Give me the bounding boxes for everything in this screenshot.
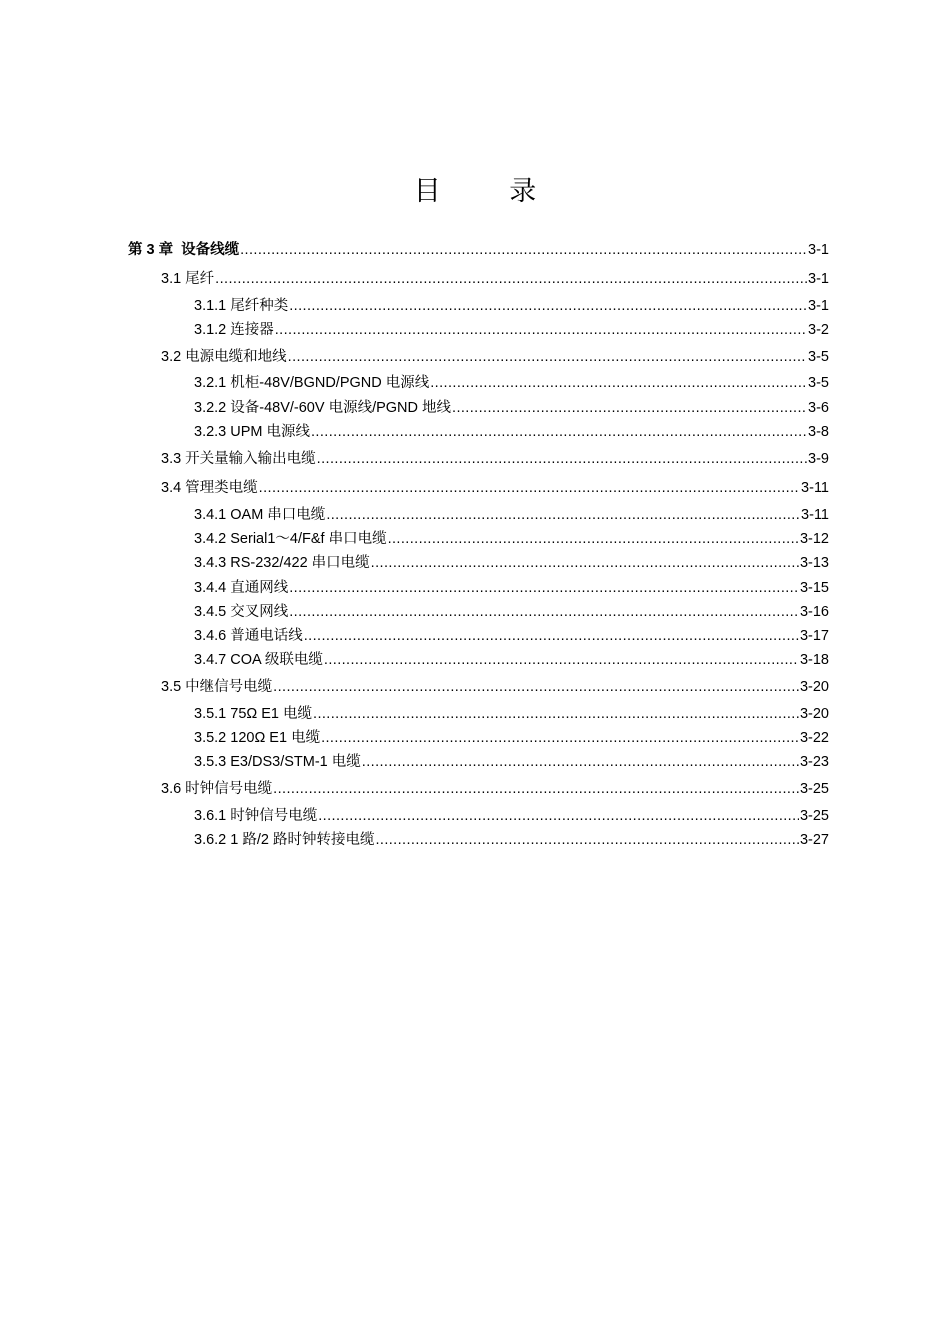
toc-entry[interactable] — [161, 269, 829, 289]
toc-entry-title — [194, 398, 451, 418]
toc-entry-page-number: 3-12 — [799, 531, 829, 547]
toc-entry[interactable] — [194, 602, 829, 622]
dot-leader — [317, 449, 807, 469]
toc-entry-number: 3.4.4 — [194, 580, 227, 596]
toc-entry-page-number: 3-20 — [799, 679, 829, 695]
toc-entry-number: 3.2.1 — [194, 375, 227, 391]
toc-entry-title — [161, 449, 316, 469]
toc-entry-title — [128, 240, 239, 260]
toc-entry[interactable] — [161, 779, 829, 799]
toc-entry-page-number: 3-5 — [808, 375, 829, 391]
toc-entry-label: 交叉网线 — [230, 604, 289, 620]
toc-entry-number: 3.4.3 — [194, 555, 227, 571]
toc-entry-page-number: 3-17 — [799, 628, 829, 644]
dot-leader — [289, 578, 799, 598]
toc-entry-number: 3.4.7 — [194, 652, 227, 668]
toc-entry-page-number: 3-13 — [799, 555, 829, 571]
toc-entry-label: 1 路/2 路时钟转接电缆 — [230, 832, 375, 848]
toc-entry-page-number: 3-22 — [799, 730, 829, 746]
toc-entry-label: 尾纤 — [185, 271, 215, 287]
dot-leader — [289, 296, 807, 316]
toc-entry-page-number: 3-15 — [799, 580, 829, 596]
toc-entry-label: 连接器 — [230, 322, 274, 338]
toc-entry-title — [194, 650, 323, 670]
toc-entry-number: 3.4 — [161, 480, 182, 496]
dot-leader — [240, 240, 807, 260]
dot-leader — [452, 398, 807, 418]
toc-entry-number: 3.4.2 — [194, 531, 227, 547]
toc-entry-label: 尾纤种类 — [230, 298, 289, 314]
toc-entry-page-number: 3-6 — [808, 400, 829, 416]
dot-leader — [215, 269, 807, 289]
toc-entry[interactable] — [194, 830, 829, 850]
dot-leader — [430, 373, 807, 393]
toc-entry[interactable] — [194, 373, 829, 393]
toc-entry[interactable] — [161, 677, 829, 697]
toc-entry[interactable] — [194, 553, 829, 573]
toc-entry-label: E3/DS3/STM-1 电缆 — [230, 754, 361, 770]
toc-entry-label: COA 级联电缆 — [230, 652, 323, 668]
toc-entry-title — [161, 779, 272, 799]
page-title: 目 录 — [413, 176, 567, 207]
toc-entry-page-number: 3-11 — [801, 507, 829, 523]
toc-entry-number: 3.6.2 — [194, 832, 227, 848]
toc-entry-title — [194, 752, 361, 772]
toc-entry-page-number: 3-11 — [801, 480, 829, 496]
toc-entry-label: 中继信号电缆 — [185, 679, 273, 695]
dot-leader — [324, 650, 799, 670]
toc-entry-number: 3.6 — [161, 781, 182, 797]
toc-entry-page-number: 3-27 — [799, 832, 829, 848]
toc-entry-number: 3.2 — [161, 349, 182, 365]
toc-entry-page-number: 3-20 — [799, 706, 829, 722]
toc-entry[interactable] — [194, 505, 829, 525]
toc-entry-page-number: 3-9 — [808, 451, 829, 467]
toc-entry[interactable] — [161, 347, 829, 367]
toc-entry[interactable] — [194, 728, 829, 748]
toc-entry-title — [194, 578, 288, 598]
toc-entry-title — [194, 602, 288, 622]
toc-entry-title — [194, 806, 317, 826]
dot-leader — [273, 779, 799, 799]
toc-entry-title — [194, 626, 303, 646]
toc-entry-page-number: 3-2 — [808, 322, 829, 338]
toc-entry-page-number: 3-16 — [799, 604, 829, 620]
toc-entry-title — [194, 830, 374, 850]
toc-entry-number: 3.2.3 — [194, 424, 227, 440]
toc-entry-number: 3.5 — [161, 679, 182, 695]
dot-leader — [388, 529, 799, 549]
toc-entry-number: 3.4.5 — [194, 604, 227, 620]
toc-entry-page-number: 3-18 — [799, 652, 829, 668]
toc-entry[interactable] — [194, 578, 829, 598]
dot-leader — [318, 806, 799, 826]
toc-entry-label: 直通网线 — [230, 580, 289, 596]
toc-entry-label: 时钟信号电缆 — [230, 808, 318, 824]
dot-leader — [313, 704, 799, 724]
toc-entry-label: OAM 串口电缆 — [230, 507, 326, 523]
toc-entry-number: 3.4.6 — [194, 628, 227, 644]
toc-entry-label: 电源电缆和地线 — [185, 349, 287, 365]
toc-entry-page-number: 3-8 — [808, 424, 829, 440]
toc-entry-label: RS-232/422 串口电缆 — [230, 555, 370, 571]
toc-entry-title — [161, 677, 272, 697]
toc-entry[interactable] — [194, 529, 829, 549]
toc-entry-label: Serial1～4/F&f 串口电缆 — [230, 531, 387, 547]
toc-entry-page-number: 3-1 — [808, 271, 829, 287]
toc-entry-label: 管理类电缆 — [185, 480, 258, 496]
toc-entry-page-number: 3-1 — [808, 242, 829, 258]
dot-leader — [259, 478, 800, 498]
dot-leader — [362, 752, 799, 772]
toc-entry[interactable] — [161, 449, 829, 469]
toc-entry-page-number: 3-25 — [799, 808, 829, 824]
toc-entry-number: 第 3 章 — [128, 242, 174, 258]
toc-entry-label: 设备-48V/-60V 电源线/PGND 地线 — [230, 400, 452, 416]
toc-entry-title — [194, 704, 312, 724]
toc-entry-number: 3.1 — [161, 271, 182, 287]
toc-entry[interactable] — [194, 296, 829, 316]
dot-leader — [311, 422, 807, 442]
toc-entry-title — [194, 373, 429, 393]
toc-entry-number: 3.1.2 — [194, 322, 227, 338]
toc-entry[interactable] — [194, 704, 829, 724]
toc-entry-number: 3.2.2 — [194, 400, 227, 416]
toc-entry-number: 3.6.1 — [194, 808, 227, 824]
dot-leader — [326, 505, 800, 525]
dot-leader — [371, 553, 799, 573]
toc-entry-label: 75Ω E1 电缆 — [230, 706, 313, 722]
toc-entry[interactable] — [161, 478, 829, 498]
toc-entry-number: 3.1.1 — [194, 298, 227, 314]
toc-entry-title — [194, 296, 288, 316]
toc-entry-page-number: 3-5 — [808, 349, 829, 365]
toc-entry-title — [161, 478, 258, 498]
toc-entry-number: 3.5.3 — [194, 754, 227, 770]
dot-leader — [321, 728, 799, 748]
toc-entry-number: 3.5.2 — [194, 730, 227, 746]
toc-entry[interactable] — [194, 422, 829, 442]
toc-entry-title — [194, 505, 325, 525]
toc-entry-label: 开关量输入输出电缆 — [185, 451, 316, 467]
toc-entry-title — [161, 269, 214, 289]
dot-leader — [289, 602, 799, 622]
toc-entry-label: 机柜-48V/BGND/PGND 电源线 — [230, 375, 430, 391]
toc-entry-page-number: 3-23 — [799, 754, 829, 770]
toc-entry-page-number: 3-1 — [808, 298, 829, 314]
toc-entry-number: 3.5.1 — [194, 706, 227, 722]
toc-entry-title — [194, 320, 274, 340]
toc-entry[interactable] — [194, 650, 829, 670]
dot-leader — [304, 626, 799, 646]
toc-entry-number: 3.3 — [161, 451, 182, 467]
toc-entry-title — [194, 529, 387, 549]
toc-entry-title — [194, 422, 310, 442]
toc-entry[interactable] — [194, 398, 829, 418]
toc-entry[interactable] — [128, 240, 829, 260]
toc-entry-label: 时钟信号电缆 — [185, 781, 273, 797]
toc-entry-number: 3.4.1 — [194, 507, 227, 523]
dot-leader — [288, 347, 807, 367]
toc-entry-label: UPM 电源线 — [230, 424, 310, 440]
toc-entry-label: 普通电话线 — [230, 628, 303, 644]
toc-entry-title — [194, 728, 320, 748]
toc-entry[interactable] — [194, 626, 829, 646]
toc-entry-label: 设备线缆 — [181, 242, 240, 258]
toc-entry[interactable] — [194, 806, 829, 826]
toc-entry-title — [161, 347, 287, 367]
dot-leader — [275, 320, 807, 340]
toc-entry-label: 120Ω E1 电缆 — [230, 730, 321, 746]
toc-entry-page-number: 3-25 — [799, 781, 829, 797]
toc-entry[interactable] — [194, 752, 829, 772]
toc-entry-title — [194, 553, 370, 573]
dot-leader — [273, 677, 799, 697]
toc-entry[interactable] — [194, 320, 829, 340]
dot-leader — [375, 830, 799, 850]
